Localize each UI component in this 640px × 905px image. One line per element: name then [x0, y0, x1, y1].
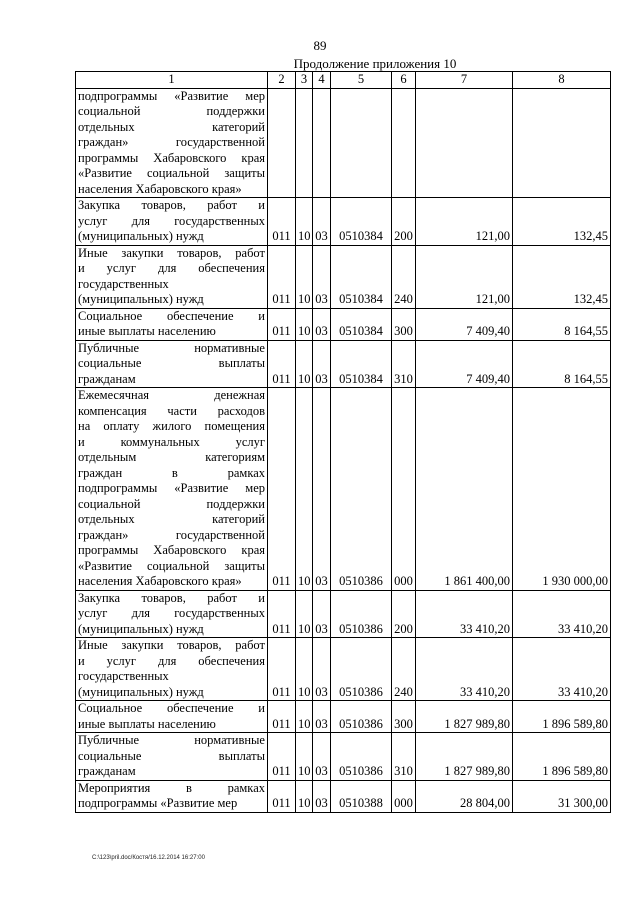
- table-row: [76, 780, 611, 812]
- expense-name-line: (муниципальных) нужд: [78, 229, 204, 243]
- amount-2015-cell: 33 410,20: [416, 590, 513, 638]
- table-row: [76, 198, 611, 246]
- expense-name-line: отдельных категорий: [78, 119, 265, 134]
- expense-name-line: государственных: [78, 276, 169, 291]
- section-code-cell: 10: [296, 590, 313, 638]
- expense-name-cell: [76, 308, 268, 340]
- expense-name-line: гражданам: [78, 371, 136, 386]
- section-code-cell: 10: [296, 340, 313, 388]
- expense-name-line: Иные закупки товаров, работ: [78, 245, 265, 260]
- amount-2015-cell: 121,00: [416, 245, 513, 308]
- expense-name-cell: [76, 701, 268, 733]
- amount-2016-cell: 1 896 589,80: [513, 701, 611, 733]
- subsection-code-cell: 03: [313, 590, 331, 638]
- expense-name-line: граждан в рамках: [78, 465, 265, 480]
- expense-name-line: услуг для государственных: [78, 213, 265, 228]
- expense-name-line: социальные выплаты: [78, 356, 265, 370]
- amount-2016-cell: 33 410,20: [513, 638, 611, 701]
- subsection-code-cell: 03: [313, 780, 331, 812]
- expense-name-line: отдельных категорий: [78, 512, 265, 526]
- expense-name-line: подпрограммы «Развитие мер: [78, 88, 265, 103]
- budget-table: [75, 71, 611, 813]
- amount-2016-cell: [513, 88, 611, 198]
- continuation-title: Продолжение приложения 10: [293, 56, 457, 71]
- expense-name-line: компенсация части расходов: [78, 403, 265, 418]
- expense-name-cell: [76, 638, 268, 701]
- expense-name-line: населения Хабаровского края»: [78, 574, 242, 588]
- expense-type-cell: 310: [392, 340, 416, 388]
- target-article-cell: 0510384: [331, 308, 392, 340]
- amount-2016-cell: 1 896 589,80: [513, 733, 611, 781]
- expense-type-cell: 300: [392, 701, 416, 733]
- expense-name-line: программы Хабаровского края: [78, 150, 265, 165]
- amount-2016-cell: 8 164,55: [513, 340, 611, 388]
- table-row: [76, 638, 611, 701]
- column-header: 3: [296, 72, 313, 89]
- column-header: 1: [76, 72, 268, 89]
- expense-type-cell: 000: [392, 780, 416, 812]
- ministry-code-cell: 011: [268, 308, 296, 340]
- expense-name-line: «Развитие социальной защиты: [78, 166, 265, 180]
- target-article-cell: 0510386: [331, 733, 392, 781]
- column-header: 4: [313, 72, 331, 89]
- expense-type-cell: 310: [392, 733, 416, 781]
- expense-name-cell: [76, 780, 268, 812]
- expense-name-line: граждан» государственной: [78, 527, 265, 542]
- amount-2015-cell: 28 804,00: [416, 780, 513, 812]
- subsection-code-cell: 03: [313, 638, 331, 701]
- subsection-code-cell: [313, 88, 331, 198]
- target-article-cell: 0510388: [331, 780, 392, 812]
- target-article-cell: 0510384: [331, 198, 392, 246]
- expense-name-line: Закупка товаров, работ и: [78, 198, 265, 212]
- target-article-cell: 0510386: [331, 701, 392, 733]
- target-article-cell: 0510386: [331, 638, 392, 701]
- subsection-code-cell: 03: [313, 245, 331, 308]
- expense-type-cell: 300: [392, 308, 416, 340]
- table-body: [76, 88, 611, 812]
- section-code-cell: 10: [296, 245, 313, 308]
- expense-name-line: на оплату жилого помещения: [78, 419, 265, 433]
- amount-2015-cell: 7 409,40: [416, 308, 513, 340]
- amount-2016-cell: 1 930 000,00: [513, 388, 611, 591]
- target-article-cell: 0510386: [331, 388, 392, 591]
- ministry-code-cell: [268, 88, 296, 198]
- expense-name-line: иные выплаты населению: [78, 324, 216, 338]
- amount-2015-cell: 1 861 400,00: [416, 388, 513, 591]
- expense-name-line: государственных: [78, 669, 169, 683]
- table-row: [76, 733, 611, 781]
- amount-2016-cell: 132,45: [513, 198, 611, 246]
- page-number: 89: [313, 38, 327, 53]
- table-row: [76, 340, 611, 388]
- ministry-code-cell: 011: [268, 780, 296, 812]
- section-code-cell: 10: [296, 308, 313, 340]
- expense-name-cell: [76, 340, 268, 388]
- section-code-cell: 10: [296, 780, 313, 812]
- expense-type-cell: 200: [392, 198, 416, 246]
- expense-name-line: и услуг для обеспечения: [78, 261, 265, 275]
- target-article-cell: [331, 88, 392, 198]
- expense-type-cell: 000: [392, 388, 416, 591]
- expense-name-cell: [76, 88, 268, 198]
- ministry-code-cell: 011: [268, 638, 296, 701]
- amount-2015-cell: 7 409,40: [416, 340, 513, 388]
- table-row: [76, 308, 611, 340]
- expense-name-cell: [76, 590, 268, 638]
- column-header: 7: [416, 72, 513, 89]
- subsection-code-cell: 03: [313, 701, 331, 733]
- expense-type-cell: 240: [392, 638, 416, 701]
- table-row: [76, 388, 611, 591]
- section-code-cell: 10: [296, 701, 313, 733]
- expense-name-line: социальной поддержки: [78, 104, 265, 118]
- subsection-code-cell: 03: [313, 308, 331, 340]
- target-article-cell: 0510384: [331, 245, 392, 308]
- expense-name-line: социальной поддержки: [78, 496, 265, 511]
- expense-name-line: гражданам: [78, 764, 136, 778]
- subsection-code-cell: 03: [313, 388, 331, 591]
- table-row: [76, 701, 611, 733]
- section-code-cell: 10: [296, 733, 313, 781]
- subsection-code-cell: 03: [313, 340, 331, 388]
- expense-type-cell: 200: [392, 590, 416, 638]
- ministry-code-cell: 011: [268, 198, 296, 246]
- expense-type-cell: 240: [392, 245, 416, 308]
- expense-name-line: Публичные нормативные: [78, 733, 265, 747]
- expense-name-line: услуг для государственных: [78, 606, 265, 620]
- expense-name-line: Социальное обеспечение и: [78, 308, 265, 323]
- expense-name-line: и услуг для обеспечения: [78, 653, 265, 668]
- expense-name-line: населения Хабаровского края»: [78, 181, 242, 196]
- section-code-cell: [296, 88, 313, 198]
- table-row: [76, 245, 611, 308]
- expense-name-line: Ежемесячная денежная: [78, 388, 265, 402]
- expense-name-line: (муниципальных) нужд: [78, 621, 204, 636]
- column-header: 2: [268, 72, 296, 89]
- amount-2015-cell: [416, 88, 513, 198]
- expense-name-line: Иные закупки товаров, работ: [78, 638, 265, 652]
- expense-name-cell: [76, 733, 268, 781]
- expense-name-line: (муниципальных) нужд: [78, 292, 204, 306]
- expense-name-cell: [76, 388, 268, 591]
- section-code-cell: 10: [296, 638, 313, 701]
- amount-2015-cell: 1 827 989,80: [416, 701, 513, 733]
- column-header: 6: [392, 72, 416, 89]
- ministry-code-cell: 011: [268, 340, 296, 388]
- amount-2016-cell: 132,45: [513, 245, 611, 308]
- table-row: [76, 590, 611, 638]
- expense-name-line: Публичные нормативные: [78, 340, 265, 355]
- amount-2016-cell: 8 164,55: [513, 308, 611, 340]
- expense-name-line: Закупка товаров, работ и: [78, 590, 265, 605]
- section-code-cell: 10: [296, 198, 313, 246]
- expense-name-line: граждан» государственной: [78, 135, 265, 149]
- amount-2015-cell: 33 410,20: [416, 638, 513, 701]
- expense-name-line: программы Хабаровского края: [78, 543, 265, 557]
- header-row: [76, 72, 611, 89]
- subsection-code-cell: 03: [313, 198, 331, 246]
- amount-2016-cell: 33 410,20: [513, 590, 611, 638]
- amount-2015-cell: 121,00: [416, 198, 513, 246]
- table-row: [76, 88, 611, 198]
- expense-name-line: и коммунальных услуг: [78, 434, 265, 449]
- amount-2015-cell: 1 827 989,80: [416, 733, 513, 781]
- expense-name-line: отдельным категориям: [78, 450, 265, 464]
- target-article-cell: 0510384: [331, 340, 392, 388]
- column-header: 5: [331, 72, 392, 89]
- section-code-cell: 10: [296, 388, 313, 591]
- ministry-code-cell: 011: [268, 701, 296, 733]
- ministry-code-cell: 011: [268, 733, 296, 781]
- expense-name-line: иные выплаты населению: [78, 716, 216, 731]
- expense-name-line: социальные выплаты: [78, 748, 265, 763]
- expense-name-line: «Развитие социальной защиты: [78, 558, 265, 573]
- expense-name-line: подпрограммы «Развитие мер: [78, 481, 265, 495]
- ministry-code-cell: 011: [268, 245, 296, 308]
- expense-name-line: (муниципальных) нужд: [78, 684, 204, 699]
- target-article-cell: 0510386: [331, 590, 392, 638]
- ministry-code-cell: 011: [268, 388, 296, 591]
- expense-name-line: Социальное обеспечение и: [78, 701, 265, 715]
- expense-name-cell: [76, 198, 268, 246]
- subsection-code-cell: 03: [313, 733, 331, 781]
- expense-name-line: подпрограммы «Развитие мер: [78, 796, 238, 810]
- file-path-footer: C:\123\pril.doc/Костя/16.12.2014 16:27:00: [92, 855, 205, 861]
- expense-name-line: Мероприятия в рамках: [78, 780, 265, 795]
- ministry-code-cell: 011: [268, 590, 296, 638]
- column-header: 8: [513, 72, 611, 89]
- amount-2016-cell: 31 300,00: [513, 780, 611, 812]
- expense-type-cell: [392, 88, 416, 198]
- expense-name-cell: [76, 245, 268, 308]
